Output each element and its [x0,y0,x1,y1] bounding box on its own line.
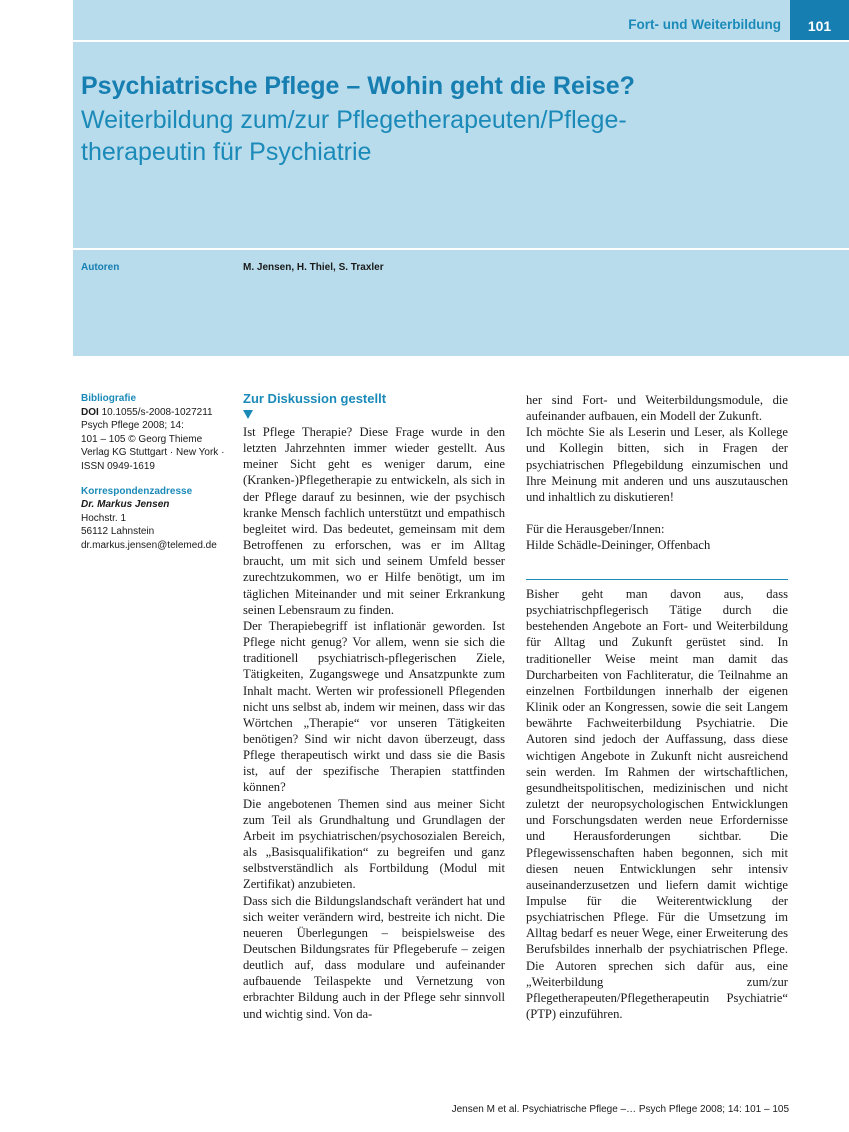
article-title: Psychiatrische Pflege – Wohin geht die Reise? [81,72,635,100]
doi-label: DOI [81,406,99,418]
citation-line: Psych Pflege 2008; 14: [81,420,184,432]
discussion-column-2 [526,392,788,553]
paragraph: Dass sich die Bildungslandschaft verändert hat und sich weiter verändern wird, bestreite ich nicht. Die neueren Überlegungen – beispielsweise des Deutschen Bildungsrates für Pflegeberufe – zeigen deutlich auf, dass modulare und aufeinander aufbauende Teilaspekte und Vernetzung von erbrachter Bildung auch in der Pflege sehr sinnvoll und wichtig sind. Von da- [243,893,505,1021]
address-line: Hochstr. 1 [81,512,127,524]
signature-name: Hilde Schädle-Deininger, Offenbach [526,538,711,553]
signature-line: Für die Herausgeber/Innen: [526,522,665,537]
paragraph: Ich möchte Sie als Leserin und Leser, als Kollege und Kollegin bitten, sich in Fragen der psychiatrischen Pflegebildung einzumischen und Ihre Meinung mit anderen und uns auszutauschen und inhaltlich zu diskutieren! [526,425,788,504]
sidebar [81,392,231,553]
triangle-down-icon [243,410,253,419]
paragraph: Der Therapiebegriff ist inflationär geworden. Ist Pflege nicht genug? Vor allem, wenn sie sich die traditionell psychiatrisch-pflegerischen Ziele, Tätigkeiten, Zugangswege und Ansatzpunkte zum Inhalt macht. Werten wir professionell Pflegenden nicht uns selbst ab, indem wir meinen, dass wir das Wörtchen „Therapie“ vor unseren Tätigkeiten benötigen? Sind wir nicht davon überzeugt, dass Pflege therapeutisch wirkt und dass sie die Basis ist, auf der spezifische Therapien stattfinden können? [243,618,505,795]
doi-line [81,406,231,420]
paragraph: Ist Pflege Therapie? Diese Frage wurde in den letzten Jahrzehnten immer wieder gestellt. Aus meiner Sicht geht es weniger darum, eine (Kranken-)Pflegetherapie zu entwickeln, als sich in der Pflege darauf zu besinnen, wie der psychisch kranke Mensch fachlich unterstützt und empathisch begleitet wird. Das bedeutet, gemeinsam mit dem Betroffenen zu erforschen, was er im Alltag braucht, um mit sich und seinem Umfeld besser zurechtzukommen, wo er Hilfe benötigt, um im täglichen Miteinander und mit seiner Erkrankung seinen Lebensraum zu finden. [243,425,505,617]
correspondence-label: Korrespondenzadresse [81,485,193,497]
divider [526,579,788,580]
article-intro [526,586,788,1022]
citation-line: 101 – 105 © Georg Thieme [81,433,203,445]
article-subtitle: Weiterbildung zum/zur Pflegetherapeuten/Pflege-therapeutin für Psychiatrie [81,106,627,166]
doi-value[interactable]: 10.1055/s-2008-1027211 [101,406,213,418]
bibliography-label: Bibliografie [81,393,137,404]
author-band [73,250,849,356]
page-number: 101 [790,0,849,40]
section-label: Fort- und Weiterbildung [628,17,781,32]
email-link[interactable]: dr.markus.jensen@telemed.de [81,539,217,551]
intro-paragraph: Bisher geht man davon aus, dass psychiatrischpflegerisch Tätige durch die bestehenden Angebote an Fort- und Weiterbildung für Alltag und Zukunft gerüstet sind. In traditioneller Weise meint man damit das Durcharbeiten von Fachliteratur, die Teilnahme an einzelnen Fortbildungen innerhalb der eigenen Klinik oder an Kongressen, sowie die seit Langem bewährte Fachweiterbildung Psychiatrie. Die Autoren sind jedoch der Auffassung, dass diese wichtigen Angebote in Zukunft nicht ausreichend sein werden. Im Rahmen der wirtschaftlichen, gesundheitspolitischen, medizinischen und nicht zuletzt der neuropsychologischen Entwicklungen und Forschungsdaten werden neue Erfordernisse und Herausforderungen sichtbar. Die Pflegewissenschaften haben begonnen, sich mit diesen neuen Entwicklungen sehr intensiv auseinanderzusetzen und liefern damit wichtige Impulse für die Weiterentwicklung der psychiatrischen Pflege. Für die Umsetzung im Alltag bedarf es neuer Wege, einer Erweiterung des Berufsbildes innerhalb der psychiatrischen Pflege. Die Autoren sprechen sich dafür aus, eine „Weiterbildung zum/zur Pflegetherapeuten/Pflegetherapeutin Psychiatrie“ (PTP) einzuführen. [526,587,788,1022]
spacer [526,505,788,521]
paragraph: her sind Fort- und Weiterbildungsmodule, die aufeinander aufbauen, ein Modell der Zukunft. [526,393,788,424]
paragraph: Die angebotenen Themen sind aus meiner Sicht zum Teil als Grundhaltung und Grundlagen der Arbeit im psychiatrischen/psychosozialen Bereich, als „Basisqualifikation“ zu begreifen und ganz selbstverständlich als Fortbildung (Modul mit Zertifikat) anzubieten. [243,796,505,892]
citation-line: ISSN 0949-1619 [81,460,155,472]
correspondence-name: Dr. Markus Jensen [81,499,170,511]
authors-label: Autoren [81,262,120,273]
discussion-heading: Zur Diskussion gestellt [243,391,387,406]
address-line: 56112 Lahnstein [81,526,155,538]
citation-line: Verlag KG Stuttgart · New York · [81,447,225,459]
discussion-column-1 [243,424,505,1022]
footer-citation: Jensen M et al. Psychiatrische Pflege –… Psych Pflege 2008; 14: 101 – 105 [451,1104,789,1115]
authors-names: M. Jensen, H. Thiel, S. Traxler [243,262,384,273]
